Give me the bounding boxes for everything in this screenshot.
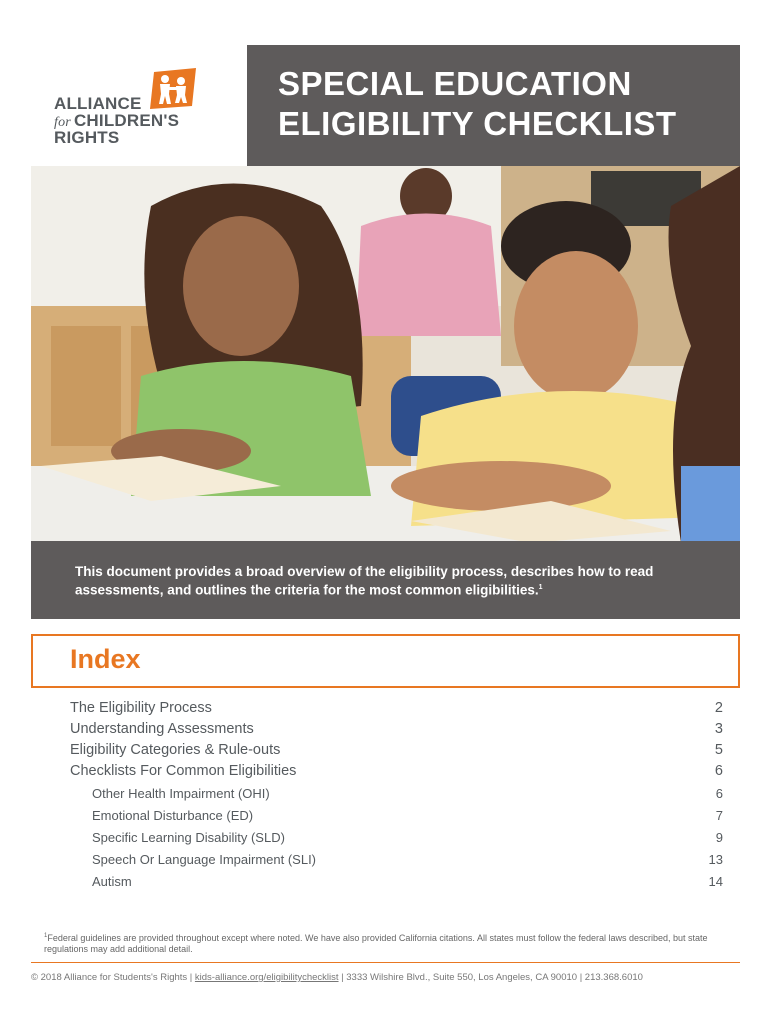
intro-text-body: This document provides a broad overview of the eligibility process, describes how to read assessments, and outlines the criteria for the most common eligibilities.: [75, 564, 654, 598]
title-line-1: SPECIAL EDUCATION: [278, 65, 632, 102]
toc-item-page: 6: [714, 763, 723, 779]
toc-subitem-sld[interactable]: [70, 830, 723, 852]
logo-line-3: RIGHTS: [54, 128, 120, 147]
toc-item-page: 5: [714, 742, 723, 758]
children-logo-icon: [148, 68, 198, 110]
classroom-photo: [31, 166, 740, 543]
toc-subitem-label: Autism: [92, 874, 132, 889]
toc-item-label: Checklists For Common Eligibilities: [70, 763, 297, 779]
toc-subitem-page: 7: [715, 808, 723, 823]
index-header-box: [31, 634, 740, 688]
intro-text: [75, 564, 715, 599]
toc-item-understanding-assessments[interactable]: [70, 721, 723, 742]
toc-item-eligibility-process[interactable]: [70, 700, 723, 721]
intro-footnote-mark: 1: [538, 584, 543, 591]
toc-item-label: The Eligibility Process: [70, 700, 212, 716]
intro-banner: [31, 541, 740, 619]
footnote: [44, 931, 734, 955]
logo-childrens: CHILDREN'S: [73, 111, 180, 130]
toc-subitem-label: Emotional Disturbance (ED): [92, 808, 254, 823]
toc-subitem-ohi[interactable]: [70, 786, 723, 808]
table-of-contents: [70, 700, 723, 896]
toc-item-page: 2: [714, 700, 723, 716]
toc-subitem-label: Speech Or Language Impairment (SLI): [92, 852, 317, 867]
footer-divider: [31, 962, 740, 963]
footnote-mark: 1: [44, 933, 48, 939]
toc-item-label: Understanding Assessments: [70, 721, 254, 737]
logo-for: for: [54, 115, 71, 130]
toc-subitem-page: 14: [708, 874, 723, 889]
toc-subitem-sli[interactable]: [70, 852, 723, 874]
toc-subitem-page: 6: [715, 786, 723, 801]
toc-subitem-label: Other Health Impairment (OHI): [92, 786, 270, 801]
title-line-2: ELIGIBILITY CHECKLIST: [278, 105, 677, 142]
title-banner: [247, 45, 740, 166]
toc-subitem-ed[interactable]: [70, 808, 723, 830]
logo-line-1: ALLIANCE: [54, 94, 142, 113]
toc-subitem-page: 13: [708, 852, 723, 867]
organization-logo: [40, 46, 247, 166]
toc-item-eligibility-categories[interactable]: [70, 742, 723, 763]
toc-item-label: Eligibility Categories & Rule-outs: [70, 742, 281, 758]
footnote-text: Federal guidelines are provided throughout except where noted. We have also provided California citations. All states must follow the federal laws described, but state regulations may add additional detail.: [44, 933, 708, 954]
index-heading: Index: [70, 644, 141, 674]
toc-subitem-label: Specific Learning Disability (SLD): [92, 830, 285, 845]
toc-item-page: 3: [714, 721, 723, 737]
toc-subitem-autism[interactable]: [70, 874, 723, 896]
footer-website-link[interactable]: kids-alliance.org/eligibilitychecklist: [194, 972, 339, 983]
footer-copyright: © 2018 Alliance for Students's Rights |: [31, 972, 195, 983]
toc-subitem-page: 9: [715, 830, 723, 845]
page-footer: [31, 972, 740, 983]
footer-address: | 3333 Wilshire Blvd., Suite 550, Los Angeles, CA 90010 | 213.368.6010: [338, 972, 643, 983]
toc-item-checklists[interactable]: [70, 763, 723, 784]
